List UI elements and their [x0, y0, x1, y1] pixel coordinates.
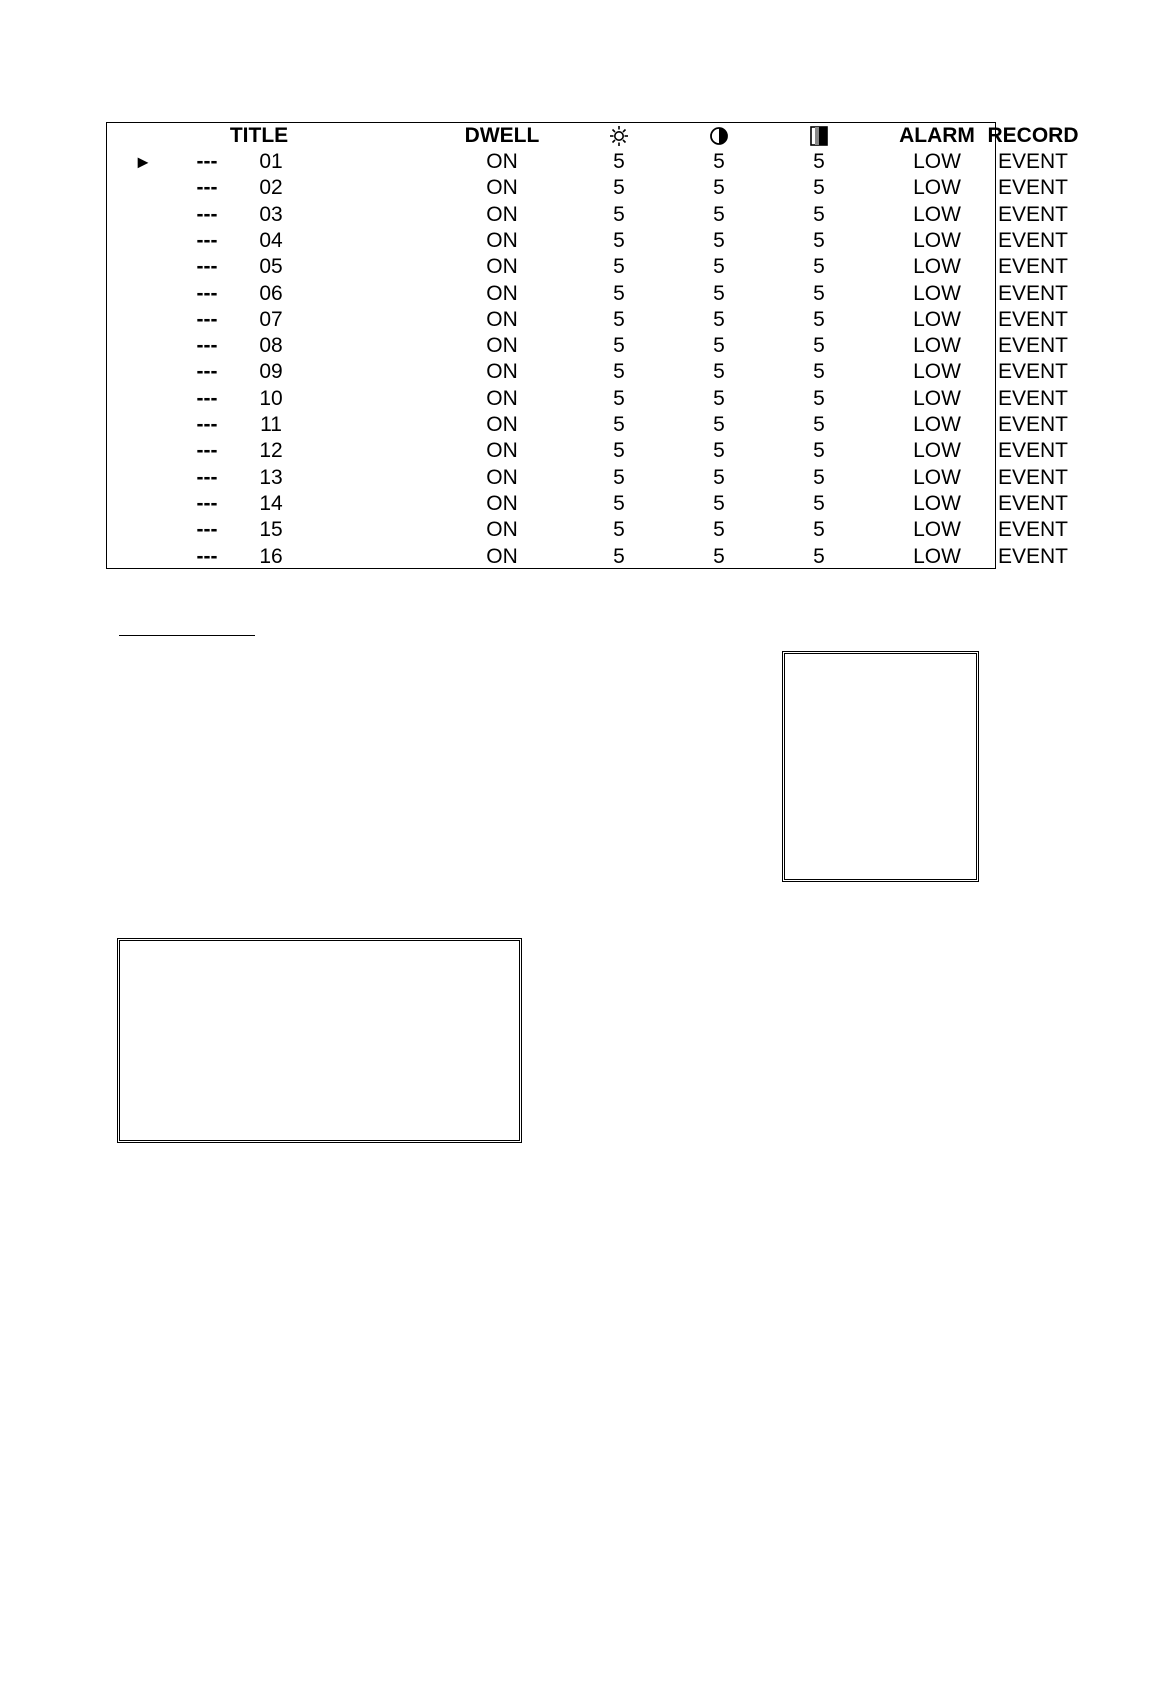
camera-title-value[interactable]: --- — [196, 386, 218, 410]
record-value[interactable]: EVENT — [997, 413, 1068, 436]
dwell-value[interactable]: ON — [486, 491, 518, 515]
record-value[interactable]: EVENT — [997, 202, 1068, 226]
camera-row[interactable] — [107, 254, 1068, 280]
alarm-column-header: ALARM — [899, 124, 975, 147]
brightness-value[interactable]: 5 — [613, 360, 625, 384]
record-value[interactable]: EVENT — [997, 544, 1068, 568]
contrast-icon — [689, 123, 749, 149]
alarm-value[interactable]: LOW — [913, 176, 961, 200]
brightness-value[interactable]: 5 — [613, 255, 625, 279]
color-value[interactable]: 5 — [813, 413, 825, 436]
record-value[interactable]: EVENT — [997, 491, 1068, 515]
color-value[interactable]: 5 — [813, 176, 825, 200]
camera-title-value[interactable]: --- — [196, 544, 218, 568]
contrast-value[interactable]: 5 — [713, 413, 725, 436]
camera-title-value[interactable]: --- — [196, 518, 218, 542]
camera-row[interactable] — [107, 175, 1068, 201]
contrast-value[interactable]: 5 — [713, 544, 725, 568]
camera-number: 13 — [259, 465, 283, 489]
color-value[interactable]: 5 — [813, 518, 825, 542]
camera-settings-menu — [106, 122, 1079, 569]
brightness-icon — [589, 123, 649, 149]
empty-frame-right — [782, 651, 979, 882]
camera-title-value[interactable]: --- — [196, 439, 218, 463]
camera-number: 07 — [259, 307, 283, 331]
camera-number: 09 — [259, 360, 283, 384]
color-value[interactable]: 5 — [813, 360, 825, 384]
camera-row[interactable] — [107, 228, 1068, 254]
camera-title-value[interactable]: --- — [196, 465, 218, 489]
dwell-value[interactable]: ON — [486, 176, 518, 200]
record-value[interactable]: EVENT — [997, 281, 1068, 305]
camera-title-value[interactable]: --- — [196, 491, 218, 515]
dwell-value[interactable]: ON — [486, 439, 518, 463]
contrast-value[interactable]: 5 — [713, 465, 725, 489]
alarm-value[interactable]: LOW — [913, 465, 961, 489]
dwell-value[interactable]: ON — [486, 334, 518, 358]
color-value[interactable]: 5 — [813, 307, 825, 331]
camera-row[interactable] — [107, 386, 1068, 412]
record-value[interactable]: EVENT — [997, 150, 1068, 173]
record-value[interactable]: EVENT — [997, 228, 1068, 252]
dwell-value[interactable]: ON — [486, 544, 518, 568]
alarm-value[interactable]: LOW — [913, 491, 961, 515]
record-value[interactable]: EVENT — [997, 255, 1068, 279]
camera-title-value[interactable]: --- — [196, 255, 218, 279]
dwell-value[interactable]: ON — [486, 228, 518, 252]
camera-number: 06 — [259, 281, 283, 305]
title-column-header: TITLE — [229, 124, 289, 147]
brightness-value[interactable]: 5 — [613, 518, 625, 542]
camera-title-value[interactable]: --- — [196, 281, 218, 305]
alarm-value[interactable]: LOW — [913, 439, 961, 463]
color-value[interactable]: 5 — [813, 255, 825, 279]
brightness-value[interactable]: 5 — [613, 150, 625, 173]
record-value[interactable]: EVENT — [997, 307, 1068, 331]
record-value[interactable]: EVENT — [997, 465, 1068, 489]
record-value[interactable]: EVENT — [997, 439, 1068, 463]
alarm-value[interactable]: LOW — [913, 281, 961, 305]
color-value[interactable]: 5 — [813, 544, 825, 568]
color-value[interactable]: 5 — [813, 491, 825, 515]
brightness-value[interactable]: 5 — [613, 281, 625, 305]
brightness-value[interactable]: 5 — [613, 544, 625, 568]
alarm-value[interactable]: LOW — [913, 228, 961, 252]
alarm-value[interactable]: LOW — [913, 334, 961, 358]
brightness-value[interactable]: 5 — [613, 307, 625, 331]
camera-title-value[interactable]: --- — [196, 228, 218, 252]
camera-title-value[interactable]: --- — [196, 176, 218, 200]
contrast-value[interactable]: 5 — [713, 281, 725, 305]
brightness-value[interactable]: 5 — [613, 413, 625, 436]
contrast-value[interactable]: 5 — [713, 202, 725, 226]
color-value[interactable]: 5 — [813, 386, 825, 410]
brightness-value[interactable]: 5 — [613, 334, 625, 358]
record-value[interactable]: EVENT — [997, 386, 1068, 410]
camera-row[interactable] — [107, 544, 1068, 570]
brightness-value[interactable]: 5 — [613, 176, 625, 200]
contrast-value[interactable]: 5 — [713, 491, 725, 515]
dwell-value[interactable]: ON — [486, 307, 518, 331]
color-value[interactable]: 5 — [813, 281, 825, 305]
dwell-value[interactable]: ON — [486, 386, 518, 410]
contrast-value[interactable]: 5 — [713, 518, 725, 542]
dwell-value[interactable]: ON — [486, 465, 518, 489]
dwell-value[interactable]: ON — [486, 202, 518, 226]
alarm-value[interactable]: LOW — [913, 360, 961, 384]
camera-row[interactable] — [107, 202, 1068, 228]
selection-cursor-icon: ► — [134, 152, 152, 172]
camera-number: 04 — [259, 228, 283, 252]
camera-title-value[interactable]: --- — [196, 307, 218, 331]
record-value[interactable]: EVENT — [997, 176, 1068, 200]
camera-number: 08 — [259, 334, 283, 358]
record-column-header: RECORD — [987, 124, 1079, 147]
color-value[interactable]: 5 — [813, 228, 825, 252]
contrast-value[interactable]: 5 — [713, 386, 725, 410]
dwell-value[interactable]: ON — [486, 150, 518, 173]
camera-number: 11 — [260, 413, 282, 436]
color-value[interactable]: 5 — [813, 334, 825, 358]
contrast-value[interactable]: 5 — [713, 360, 725, 384]
color-value[interactable]: 5 — [813, 150, 825, 173]
brightness-value[interactable]: 5 — [613, 202, 625, 226]
alarm-value[interactable]: LOW — [913, 544, 961, 568]
camera-number: 03 — [259, 202, 283, 226]
camera-row[interactable] — [107, 517, 1068, 543]
dwell-column-header: DWELL — [464, 124, 540, 147]
contrast-value[interactable]: 5 — [713, 176, 725, 200]
alarm-value[interactable]: LOW — [913, 518, 961, 542]
brightness-value[interactable]: 5 — [613, 386, 625, 410]
contrast-value[interactable]: 5 — [713, 307, 725, 331]
color-value[interactable]: 5 — [813, 439, 825, 463]
color-value[interactable]: 5 — [813, 465, 825, 489]
dwell-value[interactable]: ON — [486, 255, 518, 279]
contrast-value[interactable]: 5 — [713, 334, 725, 358]
camera-title-value[interactable]: --- — [196, 360, 218, 384]
alarm-value[interactable]: LOW — [913, 307, 961, 331]
camera-row[interactable] — [107, 465, 1068, 491]
brightness-value[interactable]: 5 — [613, 228, 625, 252]
color-value[interactable]: 5 — [813, 202, 825, 226]
alarm-value[interactable]: LOW — [913, 150, 961, 173]
dwell-value[interactable]: ON — [486, 360, 518, 384]
camera-number: 14 — [259, 491, 283, 515]
color-icon — [789, 123, 849, 149]
camera-number: 10 — [259, 386, 283, 410]
camera-title-value[interactable]: --- — [196, 150, 218, 173]
camera-number: 01 — [259, 150, 283, 173]
brightness-value[interactable]: 5 — [613, 439, 625, 463]
camera-row[interactable] — [107, 149, 1068, 175]
brightness-value[interactable]: 5 — [613, 465, 625, 489]
contrast-value[interactable]: 5 — [713, 150, 725, 173]
dwell-value[interactable]: ON — [486, 518, 518, 542]
camera-title-value[interactable]: --- — [196, 413, 218, 436]
camera-number: 12 — [259, 439, 283, 463]
camera-title-value[interactable]: --- — [196, 202, 218, 226]
dwell-value[interactable]: ON — [486, 281, 518, 305]
alarm-value[interactable]: LOW — [913, 413, 961, 436]
camera-number: 05 — [259, 255, 283, 279]
record-value[interactable]: EVENT — [997, 360, 1068, 384]
camera-row[interactable] — [107, 281, 1068, 307]
empty-frame-bottom — [117, 938, 522, 1143]
alarm-value[interactable]: LOW — [913, 202, 961, 226]
camera-row[interactable] — [107, 412, 1068, 438]
menu-header-row — [107, 123, 1079, 149]
camera-row[interactable] — [107, 359, 1068, 385]
alarm-value[interactable]: LOW — [913, 255, 961, 279]
camera-number: 16 — [259, 544, 283, 568]
contrast-value[interactable]: 5 — [713, 228, 725, 252]
camera-row[interactable] — [107, 491, 1068, 517]
camera-title-value[interactable]: --- — [196, 334, 218, 358]
dwell-value[interactable]: ON — [486, 413, 518, 436]
camera-row[interactable] — [107, 333, 1068, 359]
camera-row[interactable] — [107, 307, 1068, 333]
brightness-value[interactable]: 5 — [613, 491, 625, 515]
record-value[interactable]: EVENT — [997, 334, 1068, 358]
camera-number: 02 — [259, 176, 283, 200]
camera-row[interactable] — [107, 438, 1068, 464]
alarm-value[interactable]: LOW — [913, 386, 961, 410]
record-value[interactable]: EVENT — [997, 518, 1068, 542]
contrast-value[interactable]: 5 — [713, 439, 725, 463]
camera-number: 15 — [259, 518, 283, 542]
contrast-value[interactable]: 5 — [713, 255, 725, 279]
section-heading-underline — [119, 635, 255, 636]
